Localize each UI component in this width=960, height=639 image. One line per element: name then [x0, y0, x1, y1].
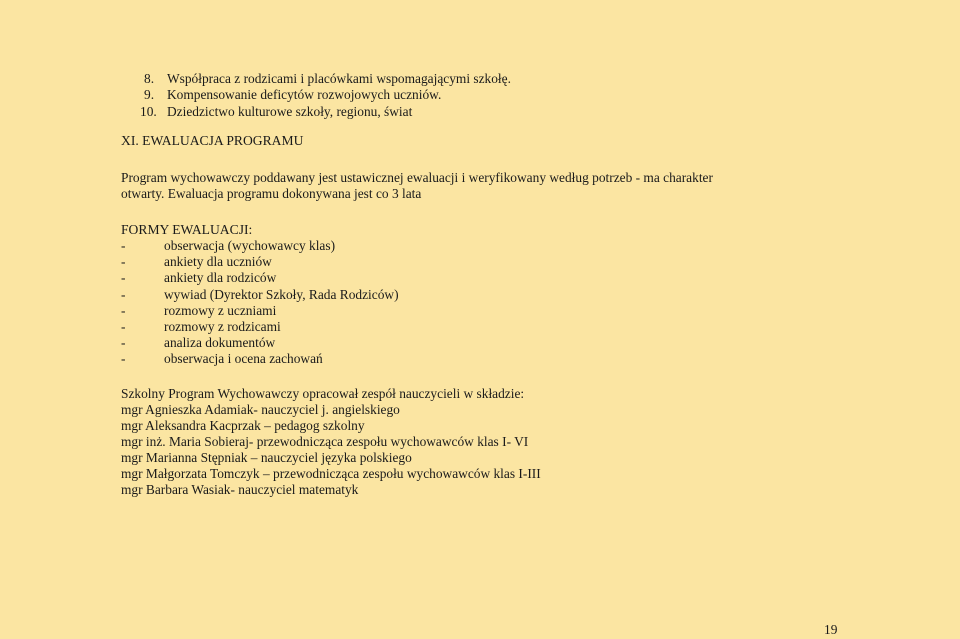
forms-heading: FORMY EWALUACJI: [121, 222, 253, 237]
list-item-text: wywiad (Dyrektor Szkoły, Rada Rodziców) [164, 287, 399, 302]
list-item-text: rozmowy z rodzicami [164, 319, 281, 334]
list-item [121, 287, 399, 304]
list-item-text: obserwacja i ocena zachowań [164, 351, 323, 366]
list-item [121, 254, 272, 271]
section-heading: XI. EWALUACJA PROGRAMU [121, 133, 304, 148]
list-item [121, 335, 275, 352]
list-item-text: Współpraca z rodzicami i placówkami wspomagającymi szkołę. [167, 71, 511, 86]
list-item-text: ankiety dla uczniów [164, 254, 272, 269]
list-item [121, 351, 323, 368]
team-member: mgr Agnieszka Adamiak- nauczyciel j. angielskiego [121, 402, 400, 417]
team-member: mgr Aleksandra Kacprzak – pedagog szkolny [121, 418, 365, 433]
list-item [144, 87, 441, 104]
list-item-dash: - [121, 351, 126, 366]
list-item-dash: - [121, 335, 126, 350]
team-member: mgr inż. Maria Sobieraj- przewodnicząca zespołu wychowawców klas I- VI [121, 434, 529, 449]
list-item-dash: - [121, 303, 126, 318]
list-item-dash: - [121, 270, 126, 285]
team-member: mgr Marianna Stępniak – nauczyciel języka polskiego [121, 450, 412, 465]
page-number: 19 [824, 622, 838, 637]
list-item-dash: - [121, 319, 126, 334]
list-item [121, 270, 276, 287]
intro-paragraph-line-1: Program wychowawczy poddawany jest ustawicznej ewaluacji i weryfikowany według potrzeb - ma charakter [121, 170, 713, 185]
list-item-text: obserwacja (wychowawcy klas) [164, 238, 336, 253]
list-item [144, 71, 511, 88]
team-member: mgr Barbara Wasiak- nauczyciel matematyk [121, 482, 359, 497]
list-item [121, 319, 281, 336]
list-item-text: Kompensowanie deficytów rozwojowych uczniów. [167, 87, 442, 102]
list-item-number: 10. [140, 104, 157, 119]
list-item [140, 104, 412, 121]
intro-paragraph-line-2: otwarty. Ewaluacja programu dokonywana jest co 3 lata [121, 186, 422, 201]
list-item-text: analiza dokumentów [164, 335, 276, 350]
list-item-number: 9. [144, 87, 155, 102]
list-item-number: 8. [144, 71, 155, 86]
list-item-dash: - [121, 238, 126, 253]
team-member: mgr Małgorzata Tomczyk – przewodnicząca zespołu wychowawców klas I-III [121, 466, 541, 481]
team-intro: Szkolny Program Wychowawczy opracował zespół nauczycieli w składzie: [121, 386, 525, 401]
list-item-dash: - [121, 254, 126, 269]
list-item-text: ankiety dla rodziców [164, 270, 277, 285]
list-item-text: Dziedzictwo kulturowe szkoły, regionu, świat [167, 104, 413, 119]
list-item [121, 238, 335, 255]
list-item-dash: - [121, 287, 126, 302]
list-item [121, 303, 276, 320]
list-item-text: rozmowy z uczniami [164, 303, 277, 318]
